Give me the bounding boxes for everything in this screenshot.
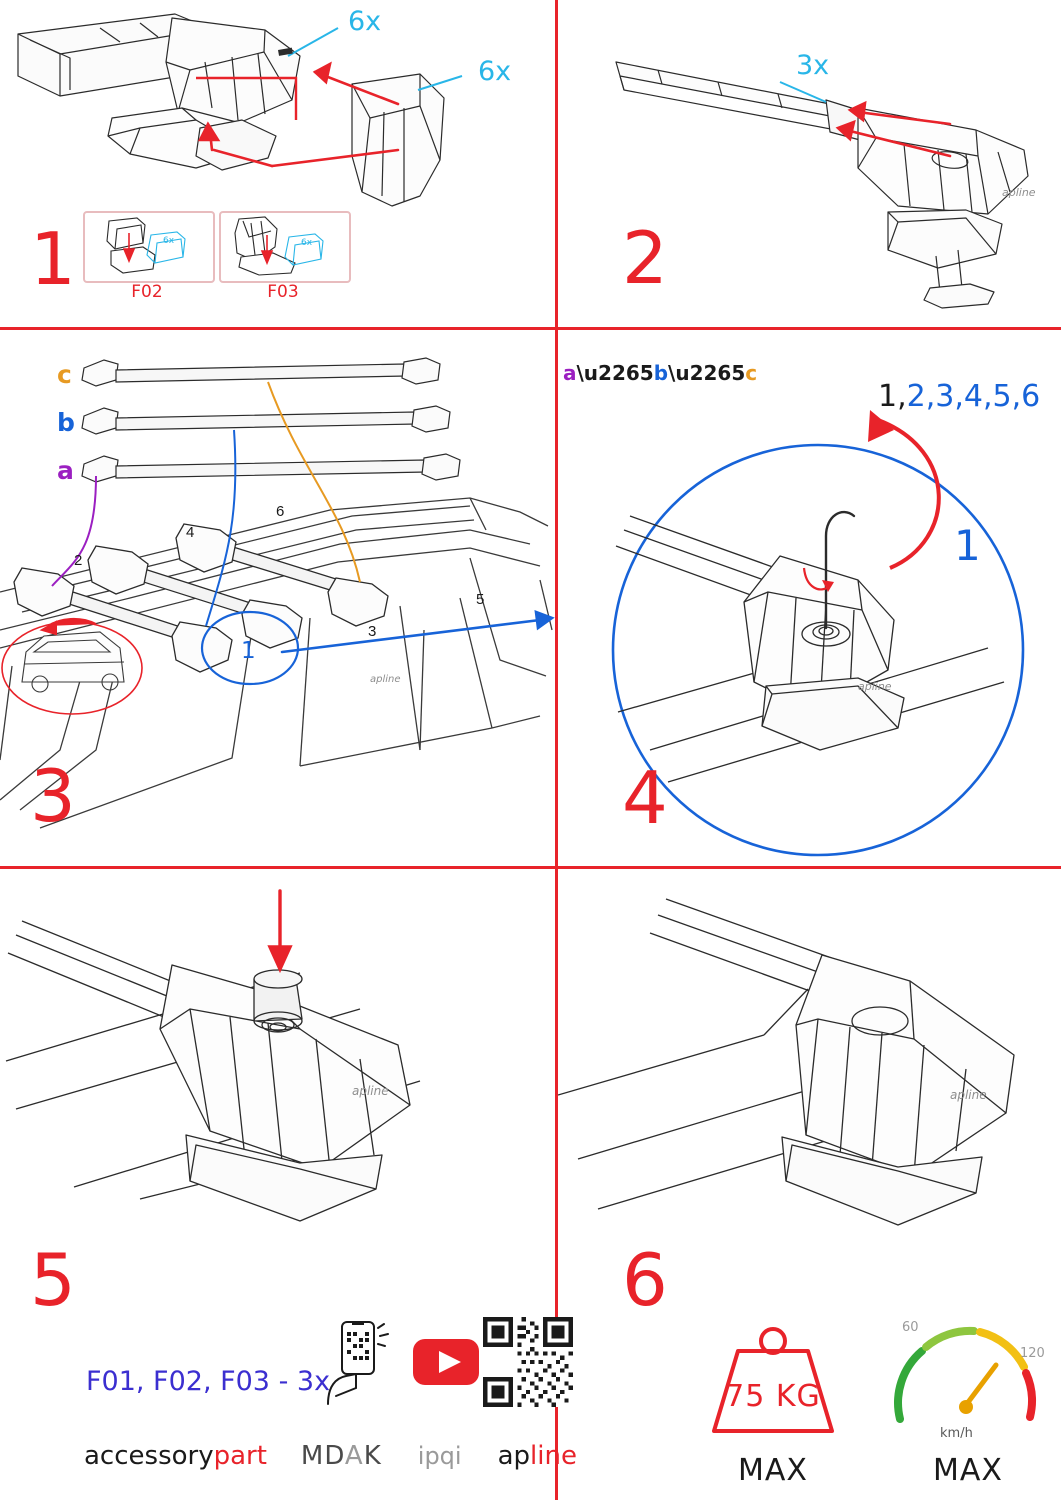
step-2-panel bbox=[558, 0, 1061, 327]
max-speed-caption: MAX bbox=[933, 1453, 1003, 1488]
callout-2: 2 bbox=[74, 552, 83, 569]
callout-6: 6 bbox=[276, 503, 285, 520]
svg-text:km/h: km/h bbox=[940, 1426, 973, 1441]
formula-a: a bbox=[563, 361, 577, 385]
step-4-number: 4 bbox=[622, 756, 668, 840]
step5-parts-text: F01, F02, F03 - 3x bbox=[86, 1366, 331, 1397]
part-box-f03-caption: F03 bbox=[267, 282, 299, 302]
logo-apline-b: line bbox=[530, 1441, 577, 1471]
step4-sequence-rest: 2,3,4,5,6 bbox=[906, 379, 1041, 414]
max-weight-value: 75 KG bbox=[725, 1379, 821, 1414]
step2-qty-label: 3x bbox=[796, 50, 830, 81]
formula-b: b bbox=[653, 361, 669, 385]
step1-qty-top-label: 6x bbox=[348, 6, 382, 37]
logo-accessorypart bbox=[84, 1441, 267, 1471]
svg-text:120: 120 bbox=[1020, 1346, 1045, 1361]
step-3-panel bbox=[0, 330, 555, 866]
max-weight-caption: MAX bbox=[738, 1453, 808, 1488]
logo-accessorypart-b: part bbox=[213, 1441, 267, 1471]
step-5-illustration bbox=[0, 869, 555, 1269]
logo-ipqi: ipqi bbox=[417, 1442, 462, 1470]
step-4-panel bbox=[558, 330, 1061, 866]
part-box-f03-illustration bbox=[221, 213, 345, 277]
part-box-f03 bbox=[219, 211, 351, 283]
svg-text:apline: apline bbox=[1002, 186, 1036, 199]
logo-apline-a: ap bbox=[497, 1441, 531, 1471]
step-5-panel bbox=[0, 869, 577, 1500]
youtube-icon[interactable] bbox=[413, 1339, 479, 1385]
logo-mdak-b: A bbox=[344, 1441, 364, 1471]
step-5-number: 5 bbox=[30, 1238, 76, 1322]
formula-a-b-c: a\u2265b\u2265c bbox=[563, 361, 758, 385]
svg-text:6x: 6x bbox=[163, 236, 175, 246]
svg-text:apline: apline bbox=[370, 674, 401, 685]
svg-text:apline: apline bbox=[858, 680, 892, 693]
logo-accessorypart-a: accessory bbox=[84, 1441, 214, 1471]
bar-label-c: c bbox=[57, 360, 72, 389]
step1-qty-right-label: 6x bbox=[478, 56, 512, 87]
step-6-panel bbox=[558, 869, 1061, 1500]
part-box-f02 bbox=[83, 211, 215, 283]
bar-label-a: a bbox=[57, 456, 74, 485]
max-speed-icon bbox=[878, 1309, 1058, 1449]
phone-scan-icon bbox=[322, 1320, 394, 1408]
step4-sequence-label: 1,2,3,4,5,6 bbox=[878, 379, 1041, 414]
step-6-number: 6 bbox=[622, 1238, 668, 1322]
step-1-number: 1 bbox=[30, 217, 76, 301]
step-6-illustration bbox=[558, 869, 1061, 1269]
bar-label-b: b bbox=[57, 408, 75, 437]
svg-text:6x: 6x bbox=[301, 238, 313, 248]
callout-5: 5 bbox=[476, 591, 485, 608]
step-3-illustration bbox=[0, 330, 555, 866]
step-1-panel bbox=[0, 0, 555, 327]
callout-3: 3 bbox=[368, 623, 377, 640]
svg-text:apline: apline bbox=[352, 1084, 389, 1098]
svg-text:60: 60 bbox=[902, 1320, 919, 1335]
svg-text:apline: apline bbox=[950, 1088, 987, 1102]
brand-logos-row bbox=[84, 1434, 584, 1478]
logo-mdak-c: K bbox=[363, 1441, 382, 1471]
part-box-f02-caption: F02 bbox=[131, 282, 163, 302]
formula-c: c bbox=[745, 361, 758, 385]
step-2-number: 2 bbox=[622, 216, 668, 300]
part-box-f02-illustration bbox=[85, 213, 209, 277]
callout-4: 4 bbox=[186, 524, 195, 541]
step-3-number: 3 bbox=[30, 754, 76, 838]
logo-mdak-a: MD bbox=[300, 1441, 345, 1471]
svg-text:1: 1 bbox=[954, 521, 981, 570]
svg-text:1: 1 bbox=[241, 638, 256, 664]
logo-mdak bbox=[301, 1441, 382, 1471]
